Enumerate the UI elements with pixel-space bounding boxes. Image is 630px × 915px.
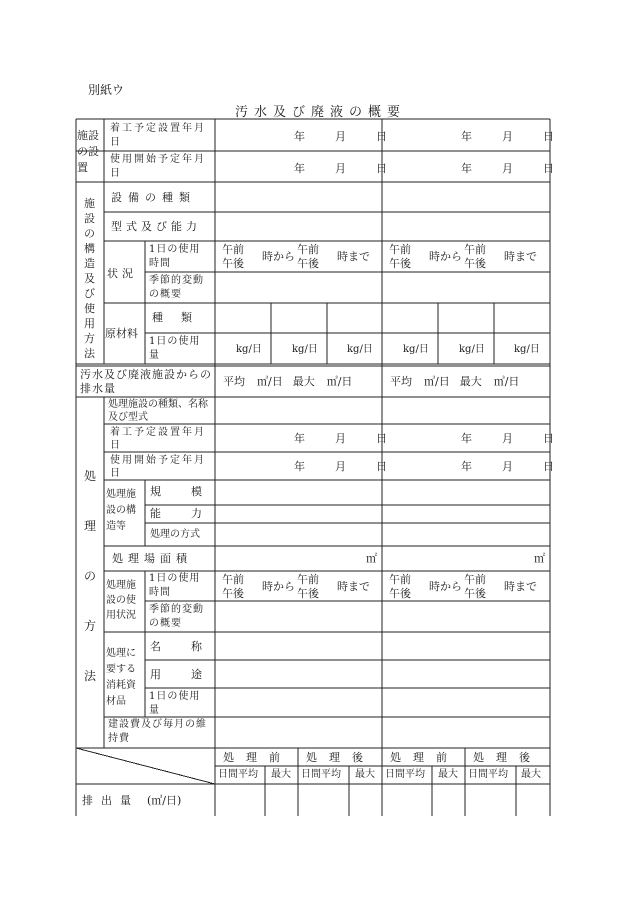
treatment-daily-use-time-label: 1日の使用時間 — [149, 573, 201, 598]
treatment-group-char: 法 — [84, 669, 97, 683]
kg-per-day-unit: kg/日 — [514, 344, 540, 355]
consumable-daily-amount-label: 1日の使用量 — [149, 691, 201, 716]
ymd-field[interactable]: 年 月 日 — [294, 130, 387, 143]
installation-start-work-label: 着工予定設置年月日 — [110, 123, 206, 148]
capacity-label: 能力 — [150, 507, 232, 520]
ymd-field[interactable]: 年 月 日 — [461, 432, 554, 445]
drainage-volume-field[interactable]: 平均 ㎥/日 最大 ㎥/日 — [223, 375, 353, 388]
daily-use-amount-label: 1日の使用量 — [149, 336, 201, 361]
treatment-start-use-label: 使用開始予定年月日 — [110, 455, 206, 479]
treatment-structure-label: 処理施設の構造等 — [106, 489, 136, 532]
consumables-label: 処理に要する消耗資材品 — [106, 648, 136, 707]
after-treatment-header: 処理後 — [306, 751, 375, 764]
ymd-field[interactable]: 年 月 日 — [461, 130, 554, 143]
time-range-field[interactable]: 午前 午後 時から 午前 午後 時まで — [222, 243, 370, 270]
kg-per-day-unit: kg/日 — [236, 344, 262, 355]
seasonal-variation-label: 季節的変動の概要 — [149, 275, 204, 300]
kg-per-day-unit: kg/日 — [292, 344, 318, 355]
structure-group-label: 施設の構造及び使用方法 — [84, 197, 95, 360]
max-header: 最大 — [521, 769, 541, 780]
before-treatment-header: 処理前 — [223, 751, 292, 764]
kg-per-day-unit: kg/日 — [347, 344, 373, 355]
consumable-usage-label: 用途 — [150, 668, 232, 681]
installation-start-use-label: 使用開始予定年月日 — [110, 154, 206, 179]
treatment-use-status-label: 処理施設の使用状況 — [106, 580, 136, 621]
kg-per-day-unit: kg/日 — [459, 344, 485, 355]
raw-material-label: 原材料 — [105, 327, 138, 340]
time-range-field[interactable]: 午前 午後 時から 午前 午後 時まで — [389, 243, 537, 270]
installation-group-label: 施設の設置 — [77, 129, 99, 174]
treatment-group-label — [84, 469, 98, 683]
ymd-field[interactable]: 年 月 日 — [294, 162, 387, 175]
scale-label: 規模 — [150, 485, 232, 498]
square-meter-unit: ㎡ — [534, 552, 545, 565]
treatment-start-work-label: 着工予定設置年月日 — [110, 427, 206, 451]
discharge-volume-label: 排出量 (㎥/日) — [82, 794, 182, 807]
max-header: 最大 — [438, 769, 458, 780]
status-label: 状況 — [107, 267, 137, 280]
treatment-group-char: 方 — [84, 619, 97, 633]
annex-label: 別紙ウ — [88, 83, 125, 97]
material-kind-label: 種類 — [152, 311, 210, 324]
treatment-area-label: 処理場面積 — [112, 552, 192, 565]
page-title: 汚水及び廃液の概要 — [235, 105, 407, 120]
ymd-field[interactable]: 年 月 日 — [461, 460, 554, 473]
after-treatment-header: 処理後 — [473, 751, 542, 764]
consumable-name-label: 名称 — [150, 640, 232, 653]
square-meter-unit: ㎡ — [366, 552, 377, 565]
max-header: 最大 — [271, 769, 291, 780]
max-header: 最大 — [355, 769, 375, 780]
daily-average-header: 日間平均 — [468, 769, 508, 780]
ymd-field[interactable]: 年 月 日 — [294, 432, 387, 445]
treatment-group-char: 理 — [84, 519, 97, 533]
treatment-seasonal-label: 季節的変動の概要 — [149, 604, 204, 629]
ymd-field[interactable]: 年 月 日 — [461, 162, 554, 175]
daily-average-header: 日間平均 — [301, 769, 341, 780]
daily-use-time-label: 1日の使用時間 — [149, 244, 201, 269]
treatment-facility-kind-label: 処理施設の種類、名称及び型式 — [108, 399, 208, 423]
daily-average-header: 日間平均 — [385, 769, 425, 780]
treatment-group-char: の — [84, 569, 97, 583]
treatment-method-label: 処理の方式 — [150, 529, 200, 540]
equipment-type-label: 設備の種類 — [111, 191, 196, 204]
drainage-volume-field[interactable]: 平均 ㎥/日 最大 ㎥/日 — [390, 375, 520, 388]
time-range-field[interactable]: 午前 午後 時から 午前 午後 時まで — [222, 573, 370, 600]
daily-average-header: 日間平均 — [218, 769, 258, 780]
kg-per-day-unit: kg/日 — [403, 344, 429, 355]
model-capacity-label: 型式及び能力 — [111, 220, 201, 233]
time-range-field[interactable]: 午前 午後 時から 午前 午後 時まで — [389, 573, 537, 600]
construction-cost-label: 建設費及び毎月の維持費 — [108, 719, 207, 744]
before-treatment-header: 処理前 — [390, 751, 459, 764]
treatment-group-char: 処 — [84, 469, 97, 483]
ymd-field[interactable]: 年 月 日 — [294, 460, 387, 473]
drainage-volume-label: 汚水及び廃液施設からの排水量 — [80, 368, 212, 395]
